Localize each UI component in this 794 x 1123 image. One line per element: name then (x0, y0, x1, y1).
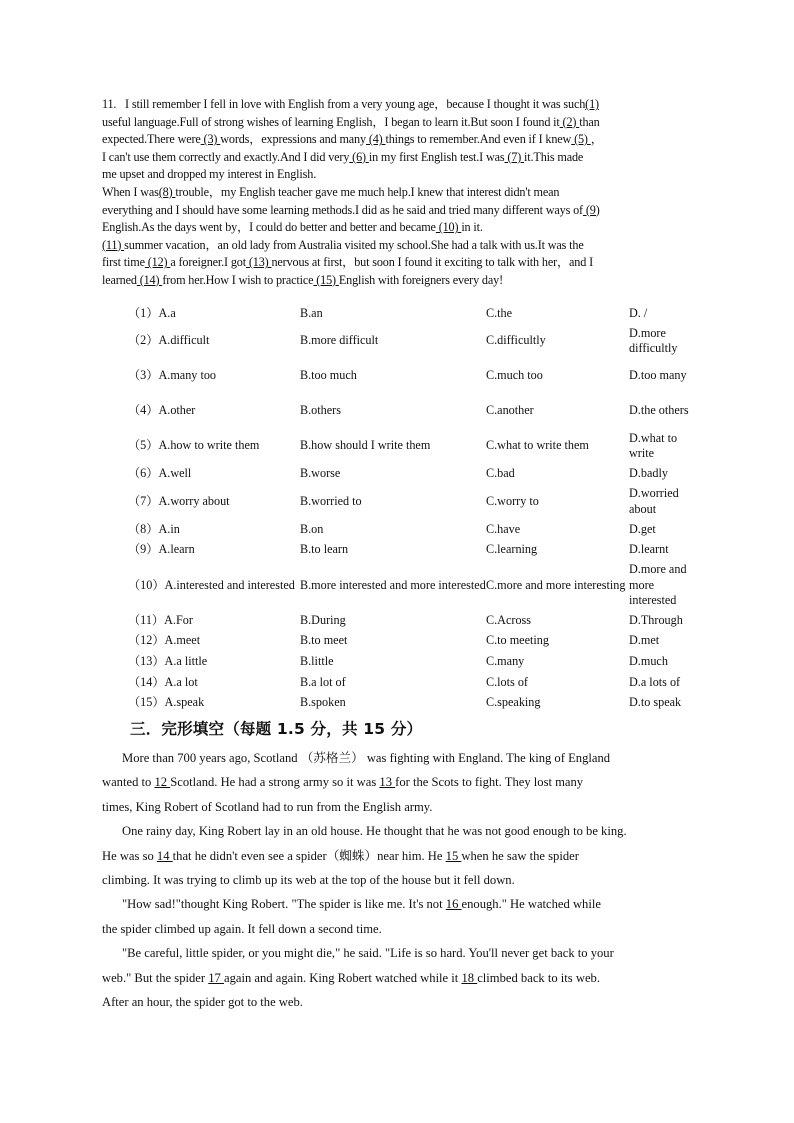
blank: 16 (445, 897, 462, 912)
blank: (8) (158, 184, 176, 199)
option-c: C.many (486, 654, 525, 669)
option-d: D.the others (629, 403, 689, 418)
option-a: （12）A.meet (128, 633, 201, 648)
story-line: "How sad!"thought King Robert. "The spider is like me. It's not 16 enough." He watched while (122, 897, 601, 912)
option-a: （9）A.learn (128, 542, 195, 557)
option-b: B.to learn (300, 542, 349, 557)
option-a: （7）A.worry about (128, 493, 230, 508)
blank: (15) (313, 272, 339, 287)
option-d: D.much (629, 654, 668, 669)
option-row (126, 324, 699, 359)
option-row (126, 519, 699, 540)
option-d: D.more difficultly (629, 325, 678, 356)
passage-line: I can't use them correctly and exactly.And I did very (6) in my first English test.I was (7) it.This made (102, 149, 584, 164)
passage-line: first time (12) a foreigner.I got (13) nervous at first，but soon I found it exciting to talk with her，and I (102, 255, 593, 270)
option-row (126, 394, 699, 429)
story-line: "Be careful, little spider, or you might die," he said. "Life is so hard. You'll never get back to your (122, 946, 614, 961)
option-c: C.what to write them (486, 438, 589, 453)
question-number: 11. (102, 97, 117, 111)
option-b: B.more interested and more interested (300, 577, 486, 592)
option-row (126, 359, 699, 394)
passage-line: learned (14) from her.How I wish to practice (15) English with foreigners every day! (102, 272, 503, 287)
option-a: （5）A.how to write them (128, 438, 260, 453)
option-d: D.Through (629, 612, 683, 627)
passage-line: me upset and dropped my interest in English. (102, 167, 317, 182)
option-a: （13）A.a little (128, 654, 208, 669)
blank: 18 (461, 970, 478, 985)
blank: 13 (379, 775, 396, 790)
blank: (5) (571, 132, 591, 147)
option-row (126, 303, 699, 324)
passage-line: (11) summer vacation，an old lady from Australia visited my school.She had a talk with us.It was the (102, 237, 584, 252)
option-d: D.what to write (629, 430, 678, 461)
passage-line: English.As the days went by，I could do better and better and became (10) in it. (102, 220, 483, 235)
option-a: （6）A.well (128, 466, 192, 481)
option-a: （8）A.in (128, 521, 180, 536)
option-c: C.have (486, 521, 521, 536)
option-row (126, 693, 699, 714)
blank: (6) (349, 149, 369, 164)
option-d: D.worried about (629, 486, 679, 516)
option-d: D. / (629, 305, 648, 320)
story-line: times, King Robert of Scotland had to run from the English army. (102, 799, 433, 814)
option-b: B.little (300, 654, 334, 669)
passage-line: expected.There were (3) words，expressions and many (4) things to remember.And even if I knew (5) ， (102, 132, 603, 147)
option-d: D.badly (629, 466, 668, 481)
options-table (126, 303, 699, 713)
option-a: （4）A.other (128, 403, 196, 418)
option-d: D.learnt (629, 542, 669, 557)
option-b: B.During (300, 612, 346, 627)
option-row (126, 484, 699, 519)
blank: (9) (582, 202, 600, 217)
blank: (2) (559, 114, 580, 129)
option-b: B.too much (300, 368, 357, 383)
option-row (126, 672, 699, 693)
story-line: More than 700 years ago, Scotland （苏格兰） was fighting with England. The king of England (122, 751, 611, 765)
option-c: C.to meeting (486, 633, 549, 648)
option-b: B.a lot of (300, 674, 346, 689)
option-d: D.met (629, 633, 660, 648)
option-d: D.more and more interested (629, 561, 687, 608)
story-line: He was so 14 that he didn't even see a spider（蜘蛛）near him. He 15 when he saw the spider (102, 848, 579, 863)
blank: (7) (504, 149, 525, 164)
blank: (3) (200, 132, 221, 147)
blank: 14 (156, 848, 173, 863)
option-c: C.learning (486, 542, 538, 557)
blank: (13) (245, 255, 272, 270)
option-a: （3）A.many too (128, 368, 217, 383)
option-b: B.how should I write them (300, 438, 431, 453)
option-b: B.more difficult (300, 333, 379, 348)
blank: (11) (102, 237, 125, 252)
blank: (12) (144, 255, 171, 270)
story-line: One rainy day, King Robert lay in an old house. He thought that he was not good enough to be king. (122, 824, 627, 839)
option-row (126, 652, 699, 673)
option-c: C.another (486, 403, 534, 418)
option-d: D.too many (629, 368, 687, 383)
option-b: B.spoken (300, 695, 346, 710)
option-c: C.more and more interesting (486, 577, 626, 592)
blank: (14) (136, 272, 163, 287)
passage-line: useful language.Full of strong wishes of learning English，I began to learn it.But soon I found it (2) than (102, 114, 600, 129)
option-c: C.much too (486, 368, 543, 383)
question-11-passage (102, 96, 702, 290)
option-b: B.an (300, 305, 323, 320)
option-row (126, 429, 699, 464)
passage-line: When I was(8) trouble，my English teacher gave me much help.I knew that interest didn't mean (102, 184, 560, 199)
option-d: D.to speak (629, 695, 682, 710)
story-line: wanted to 12 Scotland. He had a strong army so it was 13 for the Scots to fight. They lost many (102, 775, 584, 790)
section-title: 三．完形填空（每题 1.5 分，共 15 分） (130, 720, 423, 738)
story-line: web." But the spider 17 again and again. King Robert watched while it 18 climbed back to its web. (102, 970, 600, 985)
option-c: C.difficultly (486, 333, 546, 348)
option-row (126, 464, 699, 485)
option-c: C.speaking (486, 695, 541, 710)
option-b: B.worse (300, 466, 341, 481)
blank: 17 (208, 970, 224, 985)
option-b: B.worried to (300, 493, 362, 508)
option-row (126, 610, 699, 631)
option-c: C.the (486, 305, 513, 320)
blank: 12 (154, 775, 171, 790)
story-line: After an hour, the spider got to the web. (102, 995, 303, 1010)
option-b: B.others (300, 403, 341, 418)
story-line: climbing. It was trying to climb up its web at the top of the house but it fell down. (102, 873, 515, 888)
option-a: （11）A.For (128, 612, 193, 627)
story-line: the spider climbed up again. It fell down a second time. (102, 921, 382, 936)
option-b: B.on (300, 521, 324, 536)
option-a: （2）A.difficult (128, 333, 210, 348)
option-row (126, 631, 699, 652)
blank: (1) (585, 97, 599, 111)
option-d: D.a lots of (629, 674, 681, 689)
option-a: （15）A.speak (128, 695, 205, 710)
option-row (126, 560, 699, 610)
option-a: （10）A.interested and interested (128, 577, 295, 592)
option-c: C.lots of (486, 674, 528, 689)
blank: (4) (365, 132, 386, 147)
option-c: C.worry to (486, 493, 539, 508)
blank: 15 (445, 848, 462, 863)
option-a: （14）A.a lot (128, 674, 198, 689)
option-b: B.to meet (300, 633, 348, 648)
story-passage (102, 746, 682, 1014)
option-c: C.Across (486, 612, 532, 627)
blank: (10) (435, 220, 462, 235)
option-row (126, 540, 699, 561)
passage-line: everything and I should have some learning methods.I did as he said and tried many different ways of (9) (102, 202, 600, 217)
option-a: （1）A.a (128, 305, 176, 320)
option-d: D.get (629, 521, 656, 536)
option-c: C.bad (486, 466, 515, 481)
passage-line: 11. I still remember I fell in love with English from a very young age，because I thought it was such(1) (102, 97, 599, 111)
